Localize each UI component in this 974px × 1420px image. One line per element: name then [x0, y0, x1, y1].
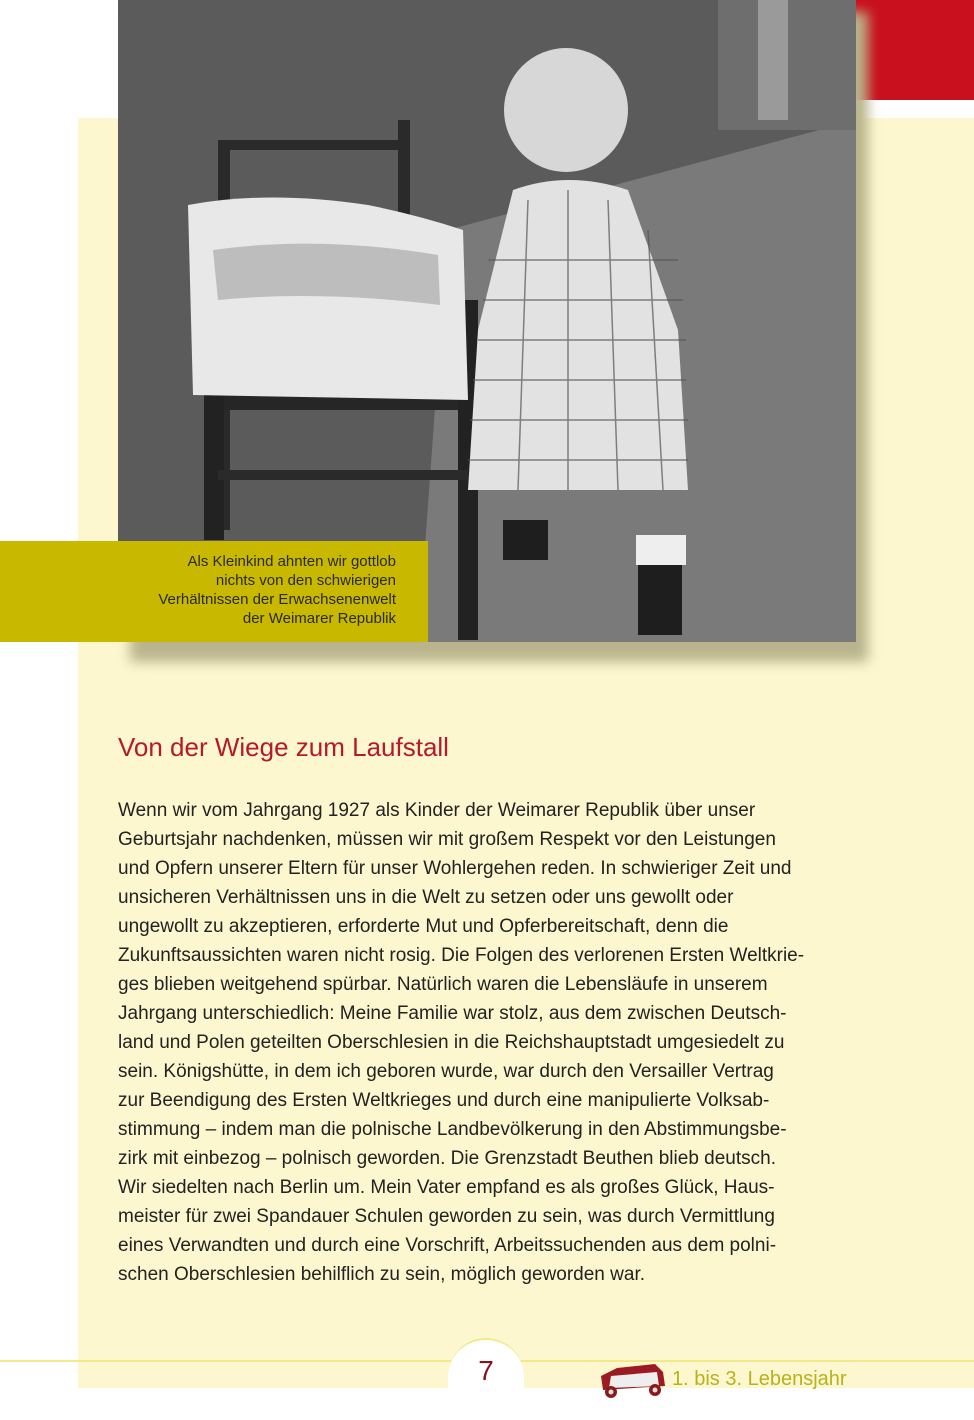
body-line: zur Beendigung des Ersten Weltkrieges und durch eine manipulierte Volksab- [118, 1090, 770, 1111]
body-line: Jahrgang unterschiedlich: Meine Familie war stolz, aus dem zwischen Deutsch- [118, 1003, 787, 1024]
body-text [118, 796, 868, 1289]
body-line: Wir siedelten nach Berlin um. Mein Vater empfand es als großes Glück, Haus- [118, 1177, 775, 1198]
corner-accent-block [856, 0, 974, 100]
caption-line: Verhältnissen der Erwachsenenwelt [158, 591, 396, 608]
body-line: stimmung – indem man die polnische Landbevölkerung in den Abstimmungsbe- [118, 1119, 787, 1140]
body-line: unsicheren Verhältnissen uns in die Welt zu setzen oder uns gewollt oder [118, 887, 734, 908]
chapter-label: 1. bis 3. Lebensjahr [672, 1368, 847, 1390]
body-line: Geburtsjahr nachdenken, müssen wir mit großem Respekt vor den Leistungen [118, 829, 776, 850]
toy-car-icon [597, 1360, 669, 1400]
body-line: Wenn wir vom Jahrgang 1927 als Kinder der Weimarer Republik über unser [118, 800, 756, 821]
body-line: sein. Königshütte, in dem ich geboren wurde, war durch den Versailler Vertrag [118, 1061, 774, 1082]
caption-line: Als Kleinkind ahnten wir gottlob [187, 553, 396, 570]
body-line: ungewollt zu akzeptieren, erforderte Mut und Opferbereitschaft, denn die [118, 916, 729, 937]
body-line: ges blieben weitgehend spürbar. Natürlich waren die Lebensläufe in unserem [118, 974, 768, 995]
photo-caption [0, 541, 428, 642]
body-line: und Opfern unserer Eltern für unser Wohlergehen reden. In schwieriger Zeit und [118, 858, 792, 879]
caption-line: der Weimarer Republik [242, 610, 396, 627]
body-line: schen Oberschlesien behilflich zu sein, möglich geworden war. [118, 1264, 645, 1285]
caption-line: nichts von den schwierigen [215, 572, 396, 589]
page-number: 7 [478, 1355, 494, 1386]
body-line: eines Verwandten und durch eine Vorschrift, Arbeitssuchenden aus dem polni- [118, 1235, 777, 1256]
body-line: zirk mit einbezog – polnisch geworden. Die Grenzstadt Beuthen blieb deutsch. [118, 1148, 776, 1169]
section-heading: Von der Wiege zum Laufstall [118, 732, 449, 762]
body-line: land und Polen geteilten Oberschlesien in die Reichshauptstadt umgesiedelt zu [118, 1032, 785, 1053]
body-line: Zukunftsaussichten waren nicht rosig. Die Folgen des verlorenen Ersten Weltkrie- [118, 945, 805, 966]
body-line: meister für zwei Spandauer Schulen geworden zu sein, was durch Vermittlung [118, 1206, 775, 1227]
